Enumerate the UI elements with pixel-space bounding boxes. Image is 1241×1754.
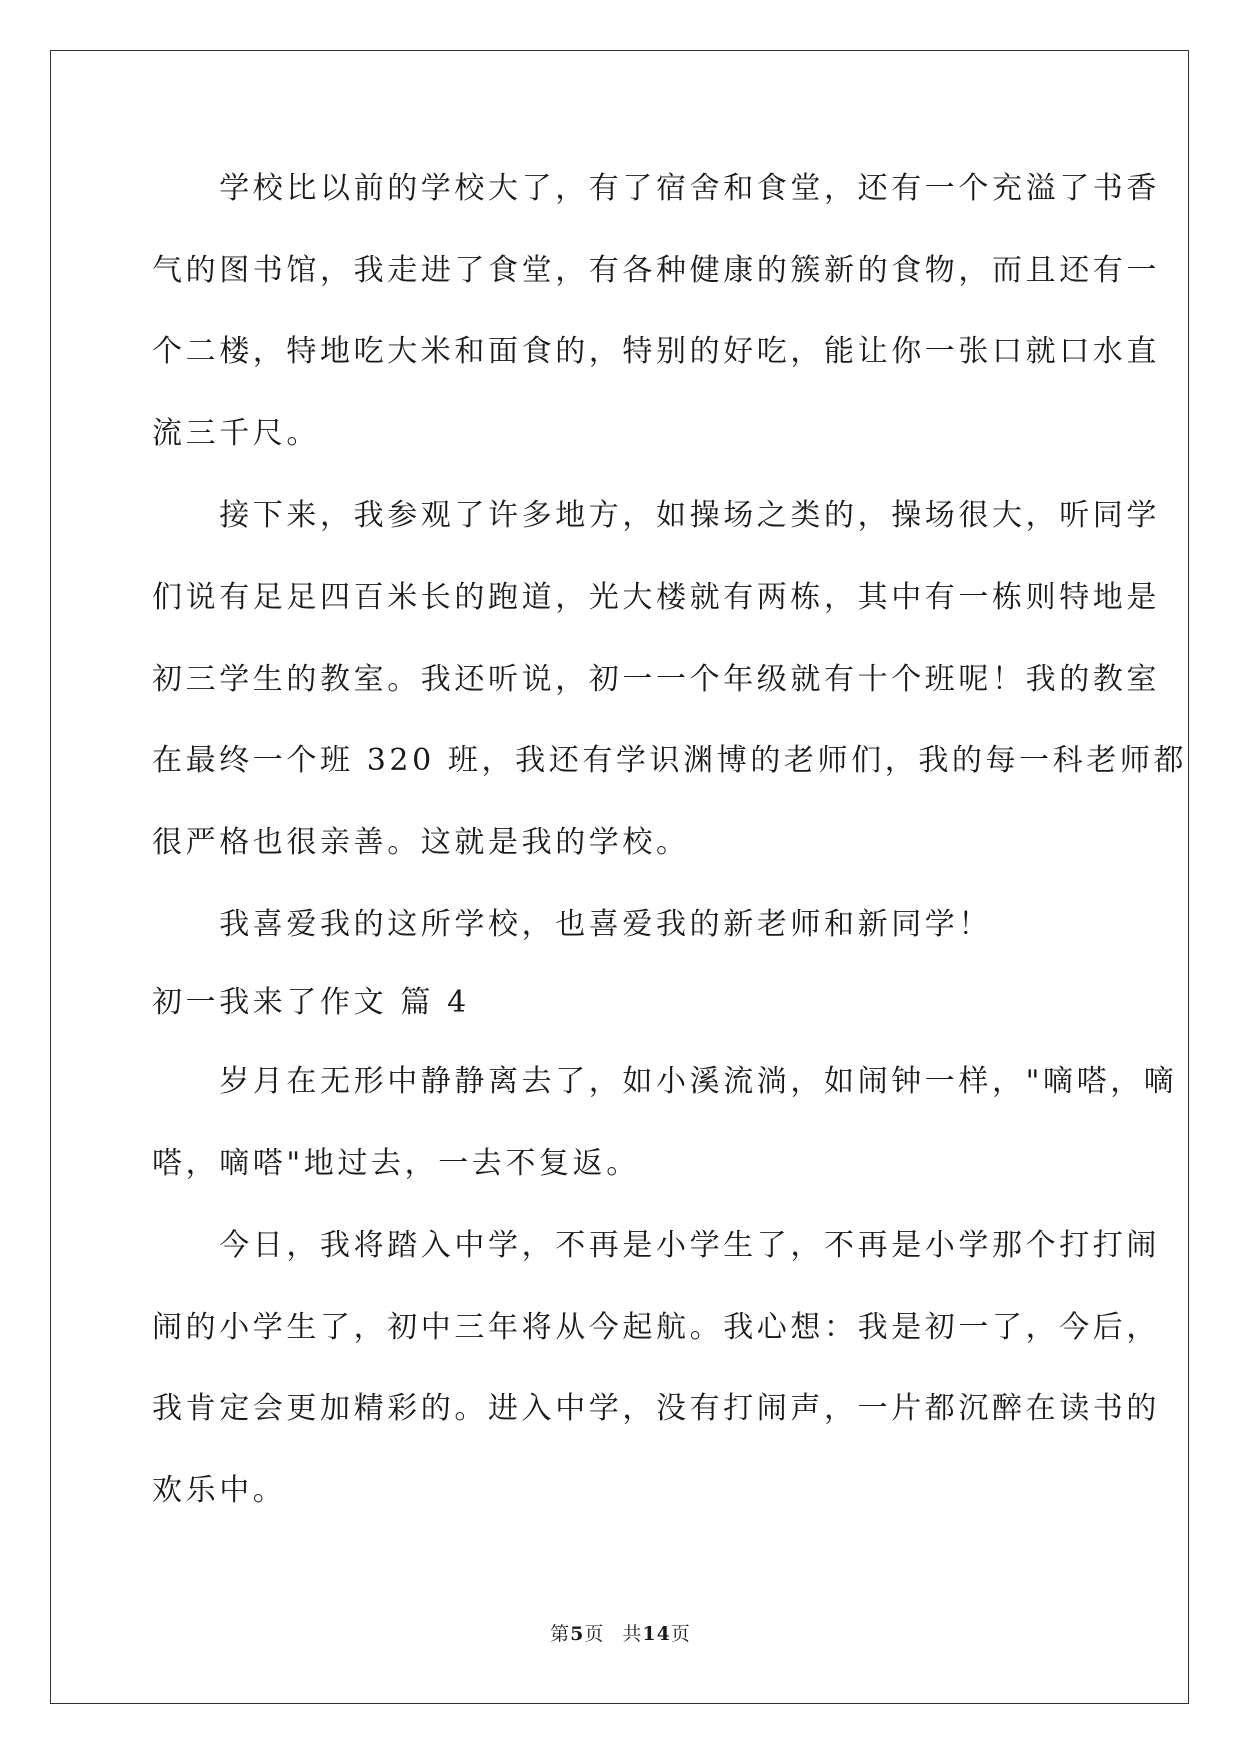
paragraph-line: 嗒，嘀嗒"地过去，一去不复返。: [152, 1146, 640, 1181]
paragraph-line: 岁月在无形中静静离去了，如小溪流淌，如闹钟一样，"嘀嗒，嘀: [152, 1064, 1178, 1099]
footer-total-suffix: 页: [670, 1623, 691, 1645]
paragraph-line: 今日，我将踏入中学，不再是小学生了，不再是小学那个打打闹: [152, 1228, 1160, 1263]
page-footer: [0, 1622, 1241, 1646]
footer-total-pages: 14: [642, 1623, 671, 1645]
footer-page-number: 5: [570, 1623, 585, 1645]
paragraph-line: 在最终一个班 320 班，我还有学识渊博的老师们，我的每一科老师都: [152, 743, 1188, 778]
paragraph-line: 初三学生的教室。我还听说，初一一个年级就有十个班呢！我的教室: [152, 662, 1160, 697]
paragraph-line: 我肯定会更加精彩的。进入中学，没有打闹声，一片都沉醉在读书的: [152, 1391, 1160, 1426]
paragraph-line: 们说有足足四百米长的跑道，光大楼就有两栋，其中有一栋则特地是: [152, 580, 1160, 615]
paragraph-line: 接下来，我参观了许多地方，如操场之类的，操场很大，听同学: [152, 498, 1160, 533]
section-heading: 初一我来了作文 篇 4: [152, 985, 470, 1020]
paragraph-line: 我喜爱我的这所学校，也喜爱我的新老师和新同学！: [152, 907, 992, 942]
footer-page-suffix: 页: [584, 1623, 605, 1645]
paragraph-line: 气的图书馆，我走进了食堂，有各种健康的簇新的食物，而且还有一: [152, 253, 1160, 288]
page-border: [50, 50, 1189, 1704]
paragraph-line: 流三千尺。: [152, 416, 320, 451]
footer-total-prefix: 共: [622, 1623, 643, 1645]
paragraph-line: 欢乐中。: [152, 1473, 287, 1508]
paragraph-line: 闹的小学生了，初中三年将从今起航。我心想：我是初一了，今后，: [152, 1310, 1160, 1345]
paragraph-line: 个二楼，特地吃大米和面食的，特别的好吃，能让你一张口就口水直: [152, 334, 1160, 369]
paragraph-line: 学校比以前的学校大了，有了宿舍和食堂，还有一个充溢了书香: [152, 171, 1160, 206]
paragraph-line: 很严格也很亲善。这就是我的学校。: [152, 825, 690, 860]
footer-prefix: 第: [550, 1623, 571, 1645]
